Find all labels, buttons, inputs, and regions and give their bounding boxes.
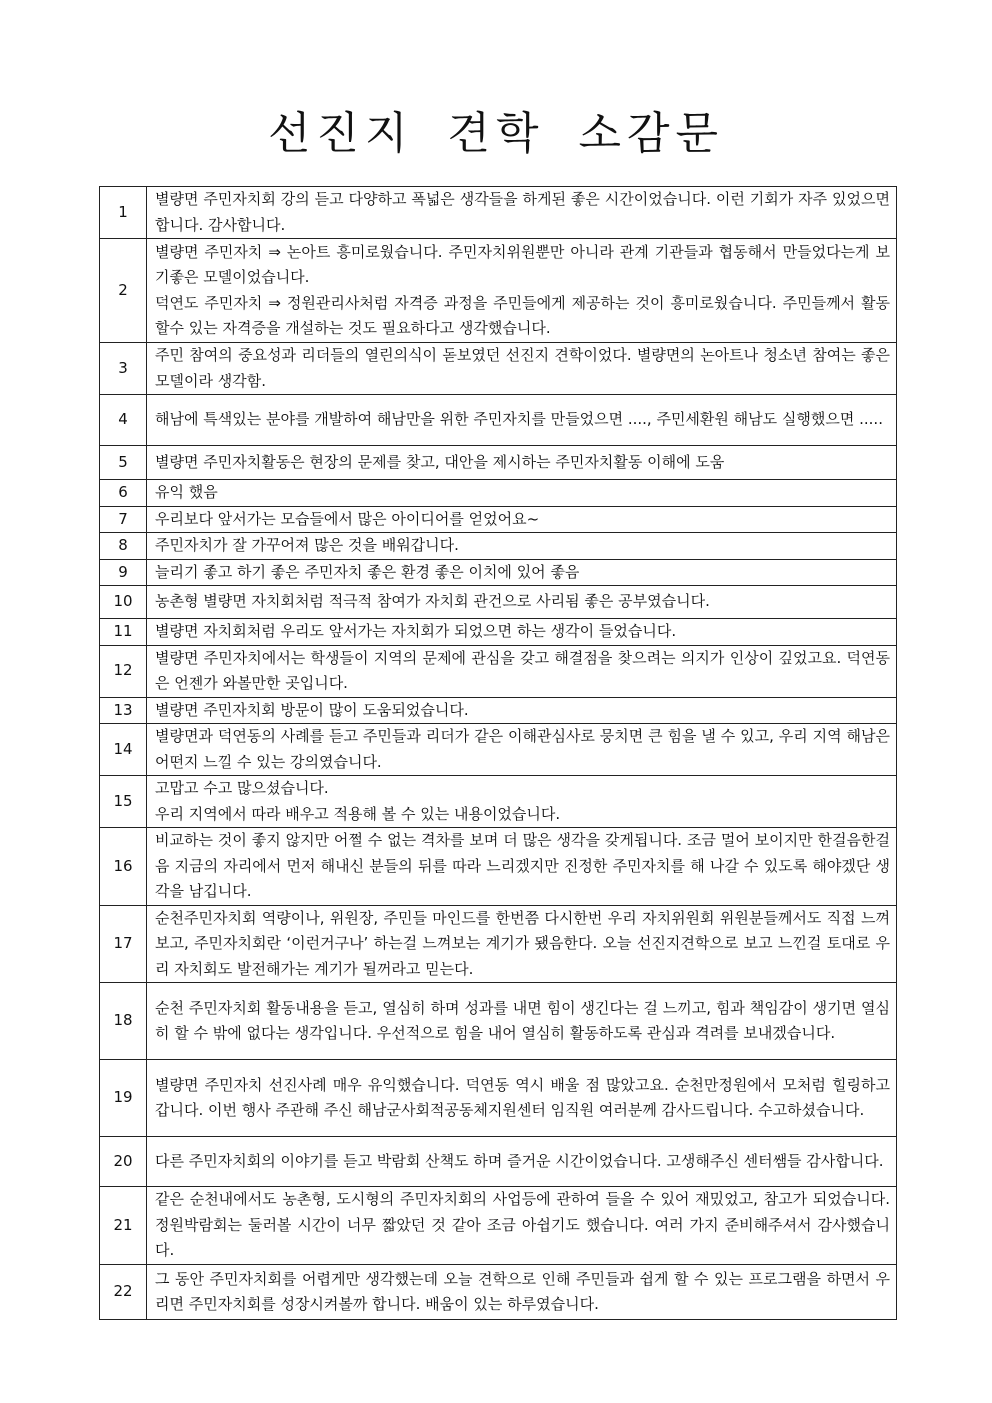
remarks-table xyxy=(99,186,897,1320)
remark-text: 순천 주민자치회 활동내용을 듣고, 열심히 하며 성과를 내면 힘이 생긴다는 걸 느끼고, 힘과 책임감이 생기면 열심히 할 수 밖에 없다는 생각입니다. 우선적으로 힘을 내어 열심히 활동하도록 관심과 격려를 보내겠습니다. xyxy=(147,983,897,1060)
remark-text: 그 동안 주민자치회를 어렵게만 생각했는데 오늘 견학으로 인해 주민들과 쉽게 할 수 있는 프로그램을 하면서 우리면 주민자치회를 성장시켜볼까 합니다. 배움이 있는 하루였습니다. xyxy=(147,1265,897,1320)
table-row xyxy=(100,533,897,560)
table-row xyxy=(100,187,897,239)
remark-text: 우리보다 앞서가는 모습들에서 많은 아이디어를 얻었어요~ xyxy=(147,506,897,533)
row-number: 20 xyxy=(100,1137,147,1187)
remark-text: 늘리기 좋고 하기 좋은 주민자치 좋은 환경 좋은 이치에 있어 좋음 xyxy=(147,559,897,586)
table-row xyxy=(100,506,897,533)
table-row xyxy=(100,724,897,776)
remark-text: 유익 했음 xyxy=(147,480,897,507)
row-number: 7 xyxy=(100,506,147,533)
table-row xyxy=(100,1060,897,1137)
table-row xyxy=(100,828,897,906)
remark-text: 별량면 주민자치 ⇒ 논아트 흥미로웠습니다. 주민자치위원뿐만 아니라 관계 기관들과 협동해서 만들었다는게 보기좋은 모델이었습니다. 덕연도 주민자치 ⇒ 정원관리사처럼 자격증 과정을 주민들에게 제공하는 것이 흥미로웠습니다. 주민들께서 활동할수 있는 자격증을 개설하는 것도 필요하다고 생각했습니다. xyxy=(147,239,897,343)
remark-text: 주민 참여의 중요성과 리더들의 열린의식이 돋보였던 선진지 견학이었다. 별량면의 논아트나 청소년 참여는 좋은 모델이라 생각함. xyxy=(147,343,897,395)
row-number: 21 xyxy=(100,1187,147,1265)
table-row xyxy=(100,586,897,619)
remark-text: 별량면 자치회처럼 우리도 앞서가는 자치회가 되었으면 하는 생각이 들었습니다. xyxy=(147,619,897,646)
table-row xyxy=(100,1265,897,1320)
remark-text: 별량면 주민자치에서는 학생들이 지역의 문제에 관심을 갖고 해결점을 찾으려는 의지가 인상이 깊었고요. 덕연동은 언젠가 와볼만한 곳입니다. xyxy=(147,645,897,697)
table-row xyxy=(100,559,897,586)
row-number: 2 xyxy=(100,239,147,343)
remark-text: 별량면 주민자치회 강의 듣고 다양하고 폭넓은 생각들을 하게된 좋은 시간이었습니다. 이런 기회가 자주 있었으면 합니다. 감사합니다. xyxy=(147,187,897,239)
row-number: 22 xyxy=(100,1265,147,1320)
row-number: 9 xyxy=(100,559,147,586)
remark-text: 같은 순천내에서도 농촌형, 도시형의 주민자치회의 사업등에 관하여 들을 수 있어 재밌었고, 참고가 되었습니다. 정원박람회는 둘러볼 시간이 너무 짧았던 것 같아 조금 아쉽기도 했습니다. 여러 가지 준비해주셔서 감사했습니다. xyxy=(147,1187,897,1265)
row-number: 16 xyxy=(100,828,147,906)
remark-text: 순천주민자치회 역량이나, 위원장, 주민들 마인드를 한번쯤 다시한번 우리 자치위원회 위원분들께서도 직접 느껴보고, 주민자치회란 ‘이런거구나’ 하는걸 느껴보는 계기가 됐음한다. 오늘 선진지견학으로 보고 느낀걸 토대로 우리 자치회도 발전해가는 계기가 될꺼라고 믿는다. xyxy=(147,905,897,983)
row-number: 1 xyxy=(100,187,147,239)
row-number: 3 xyxy=(100,343,147,395)
table-row xyxy=(100,239,897,343)
row-number: 5 xyxy=(100,446,147,480)
row-number: 19 xyxy=(100,1060,147,1137)
table-row xyxy=(100,983,897,1060)
row-number: 18 xyxy=(100,983,147,1060)
remark-text: 별량면 주민자치회 방문이 많이 도움되었습니다. xyxy=(147,697,897,724)
table-row xyxy=(100,619,897,646)
row-number: 6 xyxy=(100,480,147,507)
table-row xyxy=(100,480,897,507)
remark-text: 해남에 특색있는 분야를 개발하여 해남만을 위한 주민자치를 만들었으면 ...., 주민세환원 해남도 실행했으면 ..... xyxy=(147,395,897,446)
row-number: 8 xyxy=(100,533,147,560)
page-title: 선진지 견학 소감문 xyxy=(267,108,724,159)
table-row xyxy=(100,446,897,480)
remark-text: 별량면 주민자치 선진사례 매우 유익했습니다. 덕연동 역시 배울 점 많았고요. 순천만정원에서 모처럼 힐링하고 갑니다. 이번 행사 주관해 주신 해남군사회적공동체지원센터 임직원 여러분께 감사드립니다. 수고하셨습니다. xyxy=(147,1060,897,1137)
remark-text: 고맙고 수고 많으셨습니다. 우리 지역에서 따라 배우고 적용해 볼 수 있는 내용이었습니다. xyxy=(147,776,897,828)
table-row xyxy=(100,776,897,828)
table-row xyxy=(100,645,897,697)
row-number: 13 xyxy=(100,697,147,724)
table-row xyxy=(100,697,897,724)
table-row xyxy=(100,395,897,446)
table-row xyxy=(100,343,897,395)
remark-text: 비교하는 것이 좋지 않지만 어쩔 수 없는 격차를 보며 더 많은 생각을 갖게됩니다. 조금 멀어 보이지만 한걸음한걸음 지금의 자리에서 먼저 해내신 분들의 뒤를 따라 느리겠지만 진정한 주민자치를 해 나갈 수 있도록 해야겠단 생각을 남깁니다. xyxy=(147,828,897,906)
row-number: 15 xyxy=(100,776,147,828)
remark-text: 농촌형 별량면 자치회처럼 적극적 참여가 자치회 관건으로 사리됨 좋은 공부였습니다. xyxy=(147,586,897,619)
remark-text: 별량면 주민자치활동은 현장의 문제를 찾고, 대안을 제시하는 주민자치활동 이해에 도움 xyxy=(147,446,897,480)
row-number: 14 xyxy=(100,724,147,776)
row-number: 12 xyxy=(100,645,147,697)
row-number: 4 xyxy=(100,395,147,446)
remark-text: 다른 주민자치회의 이야기를 듣고 박람회 산책도 하며 즐거운 시간이었습니다. 고생해주신 센터쌤들 감사합니다. xyxy=(147,1137,897,1187)
table-row xyxy=(100,1137,897,1187)
remark-text: 별량면과 덕연동의 사례를 듣고 주민들과 리더가 같은 이해관심사로 뭉치면 큰 힘을 낼 수 있고, 우리 지역 해남은 어떤지 느낄 수 있는 강의였습니다. xyxy=(147,724,897,776)
remark-text: 주민자치가 잘 가꾸어져 많은 것을 배워갑니다. xyxy=(147,533,897,560)
table-row xyxy=(100,1187,897,1265)
table-row xyxy=(100,905,897,983)
row-number: 11 xyxy=(100,619,147,646)
row-number: 17 xyxy=(100,905,147,983)
row-number: 10 xyxy=(100,586,147,619)
